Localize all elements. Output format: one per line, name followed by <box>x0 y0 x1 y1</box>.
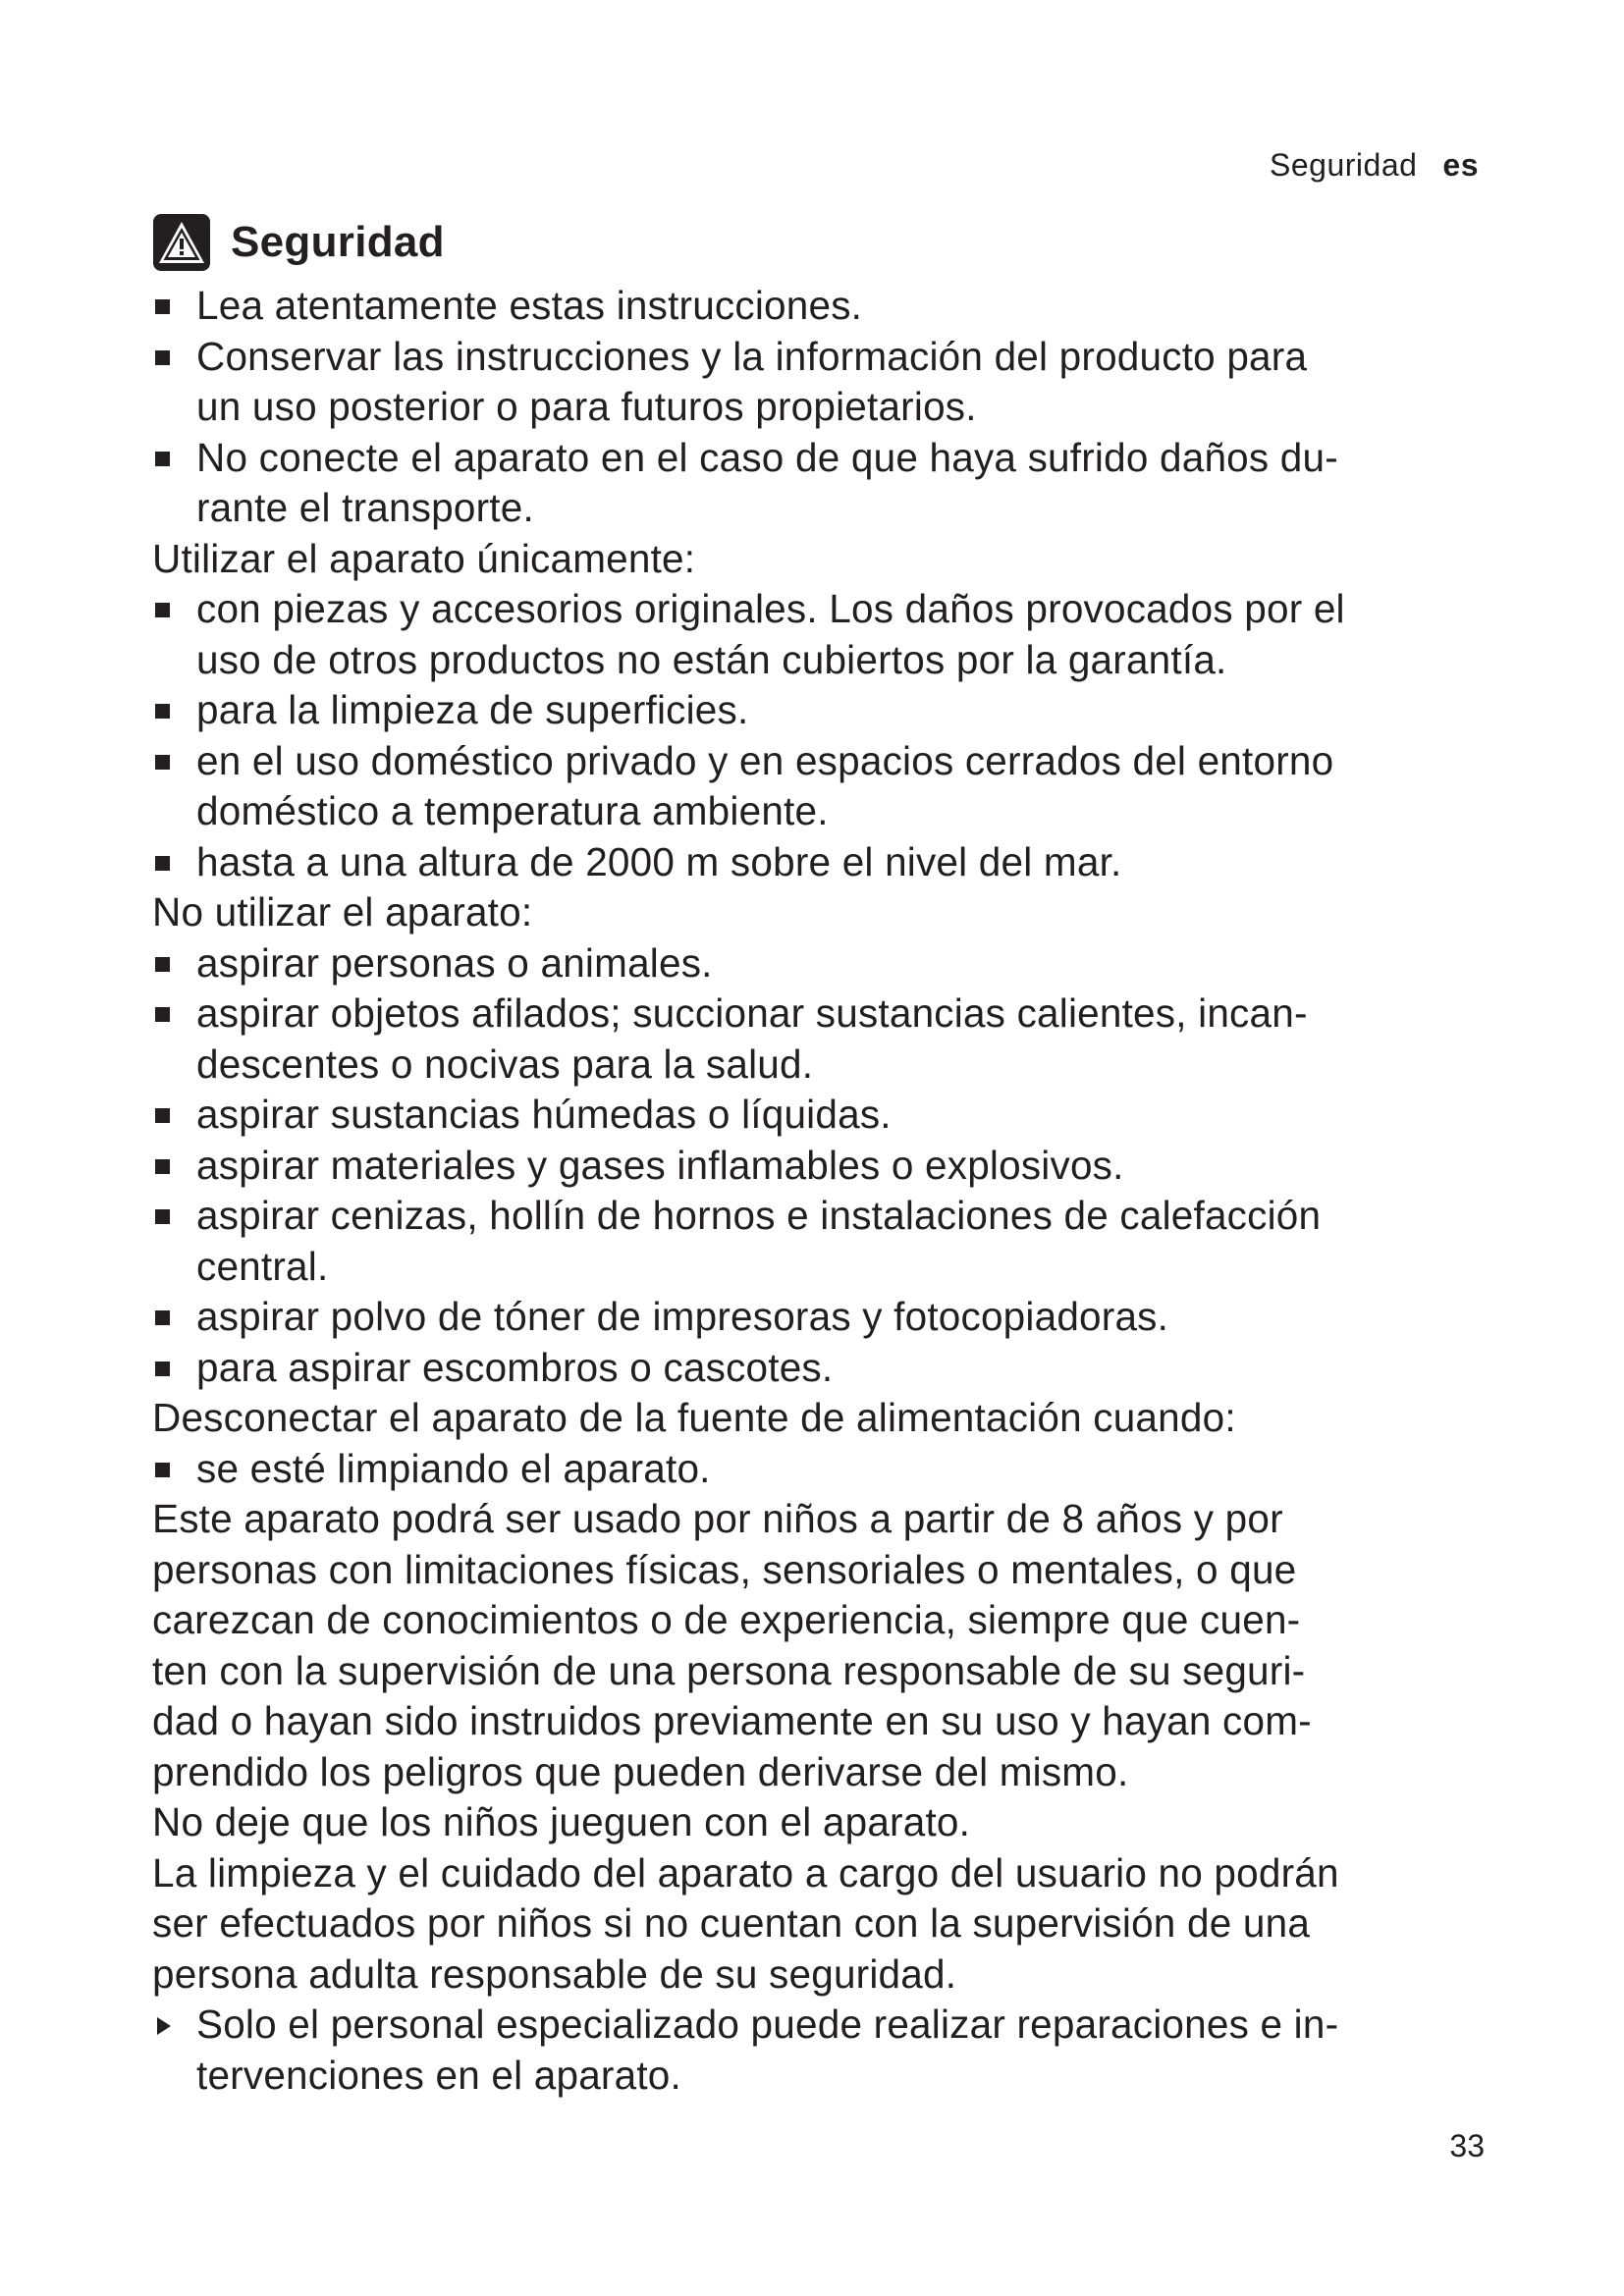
text-line: aspirar personas o animales. <box>196 939 713 986</box>
text-line: aspirar objetos afilados; succionar sustancias calientes, incan- <box>196 990 1308 1036</box>
text-line: Lea atentamente estas instrucciones. <box>196 283 863 328</box>
bullet-item <box>152 584 1507 685</box>
text-line: en el uso doméstico privado y en espacios cerrados del entorno <box>196 737 1334 783</box>
paragraph <box>152 1494 1507 1797</box>
text-line: descentes o nocivas para la salud. <box>196 1041 814 1087</box>
text-line: uso de otros productos no están cubiertos por la garantía. <box>196 636 1227 682</box>
text-line: aspirar polvo de tóner de impresoras y fotocopiadoras. <box>196 1294 1169 1339</box>
text-line: personas con limitaciones físicas, sensoriales o mentales, o que <box>152 1546 1297 1592</box>
text-line: Solo el personal especializado puede realizar reparaciones e in- <box>196 2002 1339 2047</box>
bullet-item <box>152 938 1507 989</box>
text-line: Desconectar el aparato de la fuente de alimentación cuando: <box>152 1395 1236 1440</box>
text-line: carezcan de conocimientos o de experiencia, siempre que cuen- <box>152 1597 1301 1642</box>
bullet-square-icon <box>155 350 170 365</box>
page-number: 33 <box>1449 2128 1485 2163</box>
action-step <box>152 2000 1507 2101</box>
bullet-square-icon <box>155 1209 170 1224</box>
bullet-item <box>152 1444 1507 1495</box>
text-line: aspirar sustancias húmedas o líquidas. <box>196 1092 892 1137</box>
safety-section <box>152 208 1507 2101</box>
bullet-item <box>152 736 1507 837</box>
paragraph <box>152 1393 1507 1444</box>
warning-triangle-icon <box>152 213 211 272</box>
bullet-item <box>152 685 1507 736</box>
bullet-item <box>152 1292 1507 1343</box>
running-header <box>1270 147 1479 184</box>
section-title: Seguridad <box>231 218 445 266</box>
text-line: para aspirar escombros o cascotes. <box>196 1344 834 1390</box>
language-code: es <box>1442 147 1479 183</box>
text-line: No deje que los niños jueguen con el aparato. <box>152 1799 971 1844</box>
text-line: prendido los peligros que pueden derivarse del mismo. <box>152 1748 1129 1794</box>
text-line: se esté limpiando el aparato. <box>196 1445 711 1491</box>
text-line: para la limpieza de superficies. <box>196 687 749 732</box>
bullet-item <box>152 1141 1507 1192</box>
bullet-square-icon <box>155 1159 170 1174</box>
text-line: persona adulta responsable de su seguridad. <box>152 1950 957 1997</box>
bullet-item <box>152 1191 1507 1292</box>
bullet-item <box>152 332 1507 433</box>
text-line: aspirar materiales y gases inflamables o explosivos. <box>196 1142 1124 1188</box>
bullet-item <box>152 433 1507 534</box>
bullet-item <box>152 1343 1507 1394</box>
bullet-square-icon <box>155 452 170 466</box>
text-line: central. <box>196 1243 329 1289</box>
bullet-square-icon <box>155 1108 170 1123</box>
bullet-square-icon <box>155 957 170 972</box>
text-line: tervenciones en el aparato. <box>196 2052 681 2098</box>
bullet-square-icon <box>155 603 170 617</box>
bullet-square-icon <box>155 856 170 871</box>
bullet-square-icon <box>155 755 170 770</box>
bullet-square-icon <box>155 299 170 314</box>
text-line: hasta a una altura de 2000 m sobre el nivel del mar. <box>196 838 1122 884</box>
bullet-square-icon <box>155 1463 170 1477</box>
section-heading <box>152 208 1507 277</box>
text-line: Utilizar el aparato únicamente: <box>152 535 696 581</box>
text-line: un uso posterior o para futuros propietarios. <box>196 384 977 429</box>
paragraph <box>152 1797 1507 1848</box>
text-line: La limpieza y el cuidado del aparato a cargo del usuario no podrán <box>152 1849 1339 1896</box>
bullet-square-icon <box>155 1007 170 1022</box>
paragraph <box>152 534 1507 585</box>
text-line: Este aparato podrá ser usado por niños a partir de 8 años y por <box>152 1496 1283 1541</box>
running-header-section: Seguridad <box>1270 147 1418 183</box>
bullet-square-icon <box>155 1362 170 1376</box>
text-line: ser efectuados por niños si no cuentan con la supervisión de una <box>152 1900 1311 1946</box>
text-line: rante el transporte. <box>196 485 534 530</box>
paragraph <box>152 887 1507 938</box>
bullet-item <box>152 988 1507 1090</box>
text-line: doméstico a temperatura ambiente. <box>196 788 829 833</box>
text-line: ten con la supervisión de una persona responsable de su seguri- <box>152 1647 1306 1693</box>
bullet-item <box>152 1090 1507 1141</box>
bullet-square-icon <box>155 704 170 719</box>
text-line: con piezas y accesorios originales. Los daños provocados por el <box>196 586 1345 631</box>
text-line: Conservar las instrucciones y la información del producto para <box>196 333 1308 379</box>
text-line: No utilizar el aparato: <box>152 889 533 934</box>
bullet-item <box>152 837 1507 888</box>
bullet-item <box>152 281 1507 332</box>
action-arrow-icon <box>157 2017 171 2035</box>
text-line: aspirar cenizas, hollín de hornos e instalaciones de calefacción <box>196 1193 1322 1238</box>
text-line: dad o hayan sido instruidos previamente en su uso y hayan com- <box>152 1698 1312 1743</box>
bullet-square-icon <box>155 1310 170 1325</box>
paragraph <box>152 1848 1507 2001</box>
safety-text <box>152 281 1507 2101</box>
text-line: No conecte el aparato en el caso de que haya sufrido daños du- <box>196 434 1338 480</box>
